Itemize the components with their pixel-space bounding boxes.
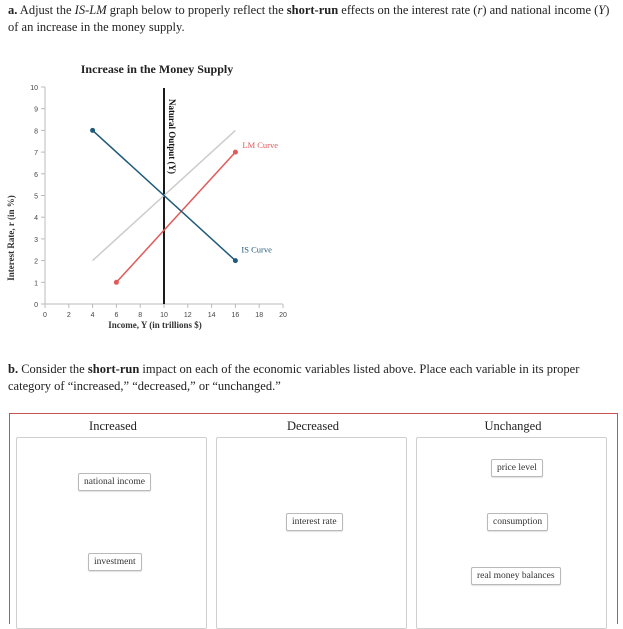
column-unchanged [416,414,610,581]
y-tick-label: 9 [34,106,38,114]
symbol-y: Y [598,3,606,17]
chip-interest-rate[interactable]: interest rate [286,513,343,531]
question-a-text: Adjust the [17,3,75,17]
chip-investment[interactable]: investment [88,553,142,571]
y-tick-label: 2 [34,258,38,266]
column-decreased [216,414,410,527]
emphasis-short-run: short-run [286,3,339,17]
is-curve-endpoint-end[interactable] [233,258,238,263]
y-tick-label: 0 [34,302,38,309]
y-axis-label: Interest Rate, r (in %) [6,195,16,281]
is-curve-endpoint-start[interactable] [90,128,95,133]
x-tick-label: 10 [160,312,168,319]
lm-curve-endpoint-start[interactable] [114,280,119,285]
question-a-text: ) and national income ( [482,3,599,17]
question-b [8,361,616,395]
x-tick-label: 20 [279,312,287,319]
question-a-text: effects on the interest rate ( [338,3,478,17]
x-tick-label: 8 [138,312,143,319]
column-title-decreased: Decreased [286,419,340,433]
lm-curve-label: LM Curve [242,140,279,151]
x-tick-label: 16 [231,312,240,319]
categorization-area [9,413,618,624]
y-tick-label: 6 [34,171,38,179]
question-b-text: Consider the [18,362,88,376]
x-tick-label: 18 [255,312,264,319]
bin-decreased[interactable] [216,437,407,629]
y-tick-label: 8 [34,128,38,136]
model-name: IS-LM [74,3,107,17]
y-tick-label: 3 [34,236,38,244]
x-tick-label: 4 [90,312,95,319]
question-a-prefix: a. [8,3,18,17]
is-lm-chart[interactable] [0,58,310,348]
x-tick-label: 0 [43,312,47,319]
is-curve-label: IS Curve [241,244,272,255]
x-tick-label: 14 [207,312,216,319]
natural-output-label: Natural Output (Y) [167,99,177,175]
question-a-text: graph below to properly reflect the [106,3,287,17]
chip-price-level[interactable]: price level [491,459,543,477]
question-b-text: impact on each of the economic variables listed above. Place each variable in its proper category of “increased,” “decreased,” or “unchanged.” [8,362,580,393]
chip-national-income[interactable]: national income [78,473,151,491]
x-tick-label: 6 [114,312,119,319]
question-a [8,2,616,36]
column-title-unchanged: Unchanged [484,419,542,433]
y-tick-label: 7 [34,150,38,158]
column-increased [16,414,210,567]
chart-series[interactable] [90,88,278,304]
y-tick-label: 4 [34,215,38,223]
chart-title: Increase in the Money Supply [80,62,234,76]
y-tick-label: 5 [34,193,38,201]
question-b-prefix: b. [8,362,19,376]
question-a-text: ) of an increase in the money supply. [8,3,610,34]
chip-consumption[interactable]: consumption [487,513,548,531]
chart-axis-ticks [30,85,287,319]
lm-curve-endpoint-end[interactable] [233,150,238,155]
emphasis-short-run: short-run [87,362,140,376]
x-tick-label: 2 [66,312,71,319]
x-tick-label: 12 [183,312,192,319]
y-tick-label: 10 [30,85,38,92]
bin-unchanged[interactable] [416,437,607,629]
x-axis-label: Income, Y (in trillions $) [108,320,202,330]
chip-real-money-balances[interactable]: real money balances [471,567,561,585]
bin-increased[interactable] [16,437,207,629]
column-title-increased: Increased [89,419,137,433]
y-tick-label: 1 [34,280,38,288]
symbol-r: r [477,3,483,17]
